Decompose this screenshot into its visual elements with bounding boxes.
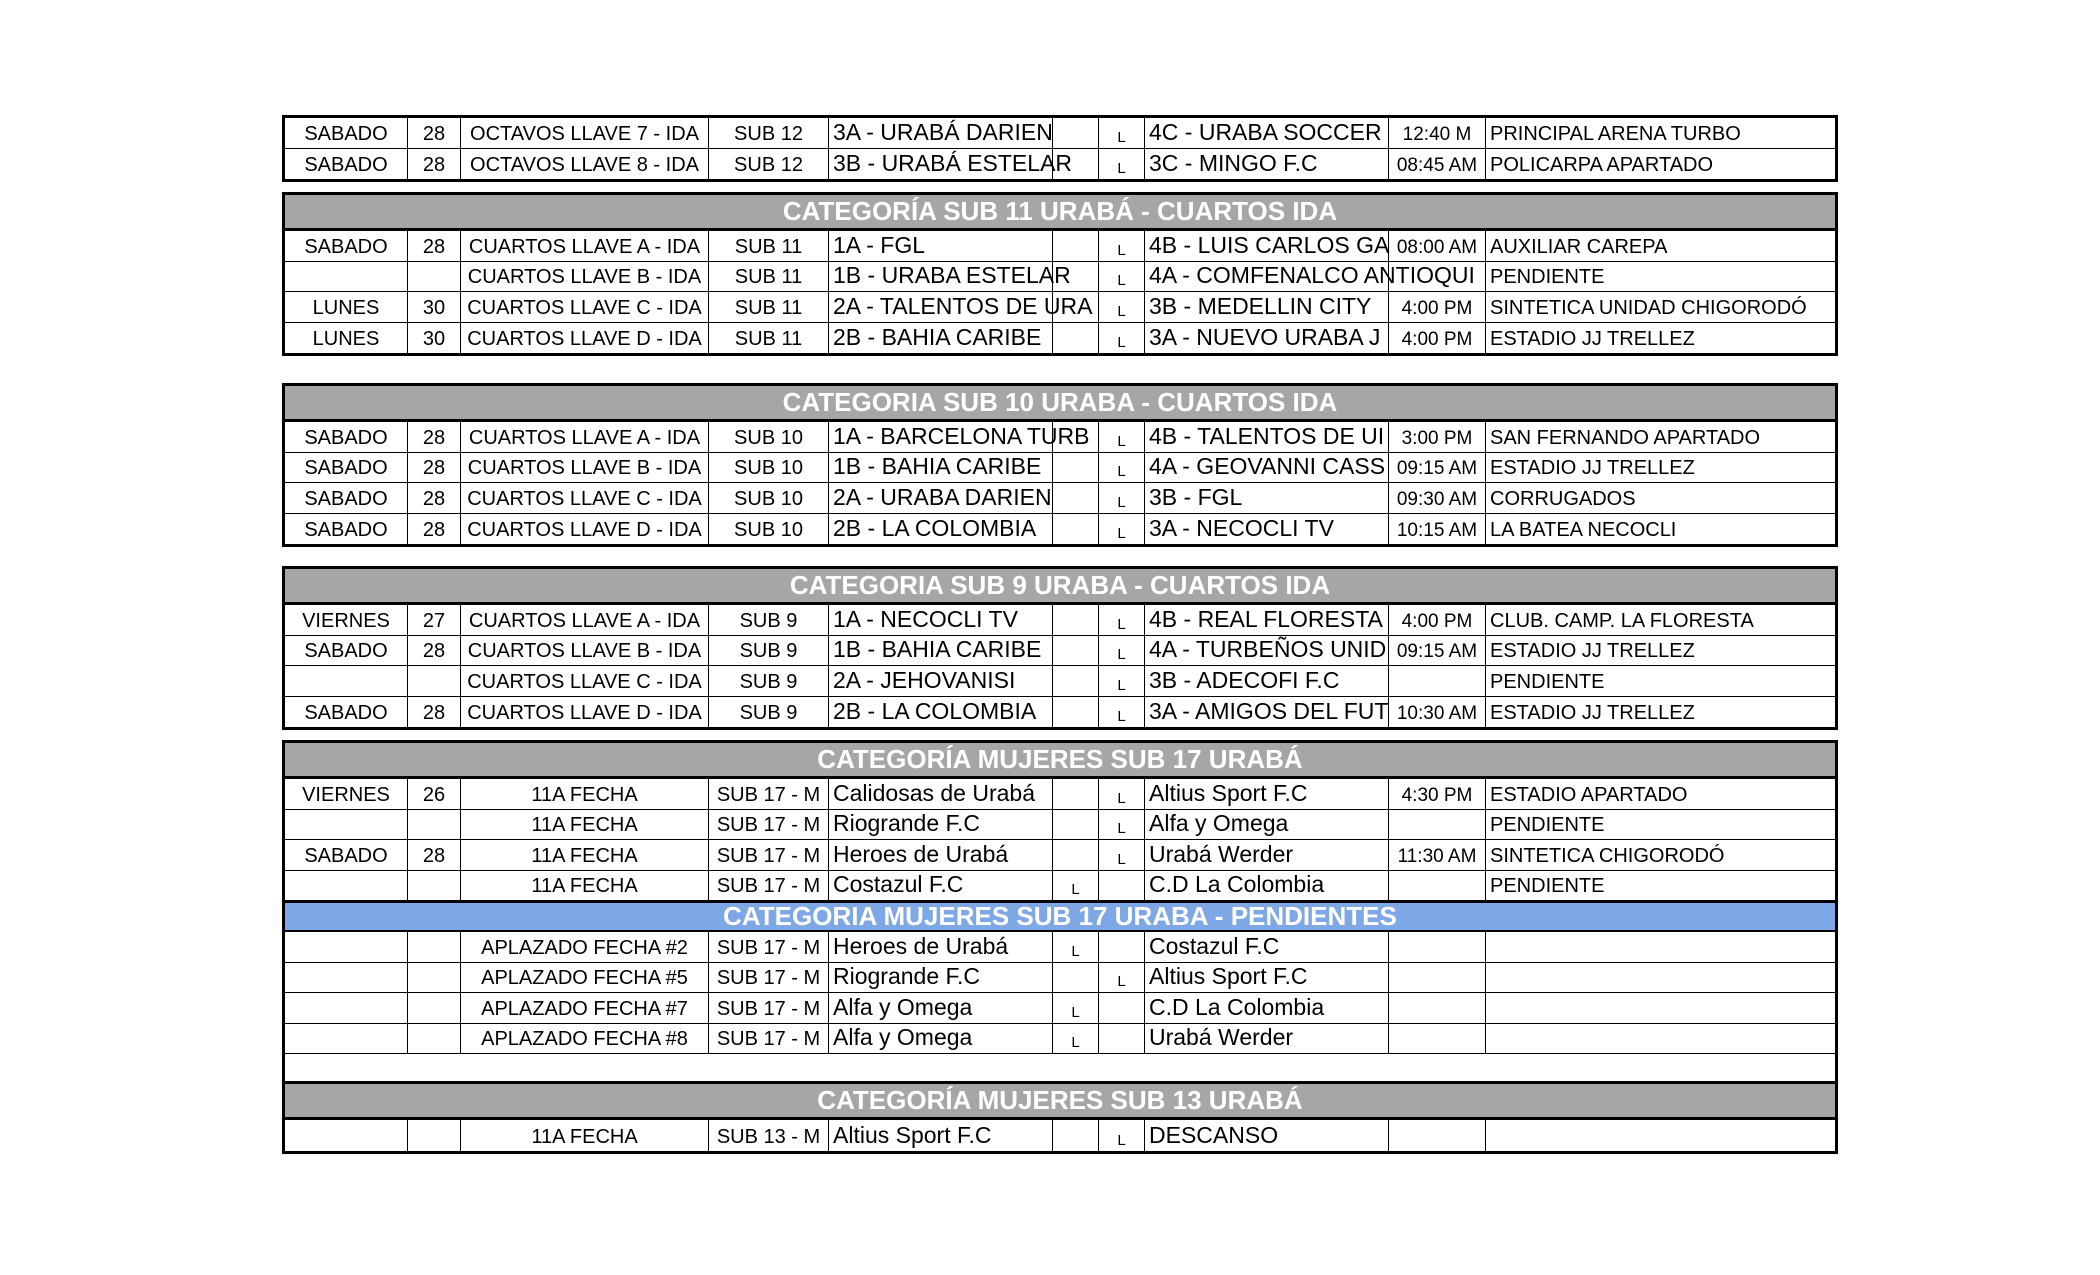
cell-cat: SUB 17 - M [709, 963, 829, 993]
cell-l-home: L [1053, 871, 1099, 901]
cell-num: 28 [408, 422, 461, 452]
cell-round: CUARTOS LLAVE C - IDA [461, 483, 709, 513]
cell-l-away: L [1099, 840, 1145, 870]
table-row [285, 697, 1835, 728]
cell-cat: SUB 17 - M [709, 871, 829, 901]
cell-time: 09:15 AM [1389, 453, 1486, 483]
cell-l-home: L [1053, 993, 1099, 1023]
cell-home: 1A - BARCELONA TURB [829, 422, 1053, 452]
cell-l-away: L [1099, 605, 1145, 635]
cell-l-away: L [1099, 1120, 1145, 1151]
cell-away: Costazul F.C [1145, 932, 1389, 962]
table-row [285, 1120, 1835, 1151]
cell-cat: SUB 9 [709, 605, 829, 635]
cell-cat: SUB 11 [709, 231, 829, 261]
cell-round: 11A FECHA [461, 871, 709, 901]
cell-time: 4:00 PM [1389, 323, 1486, 354]
cell-home: Heroes de Urabá [829, 840, 1053, 870]
cell-venue: PENDIENTE [1490, 814, 1605, 836]
cell-round: CUARTOS LLAVE C - IDA [461, 292, 709, 322]
cell-round: OCTAVOS LLAVE 7 - IDA [461, 118, 709, 148]
category-header: CATEGORIA MUJERES SUB 17 URABA - PENDIENTES [285, 901, 1835, 932]
cell-day: SABADO [285, 149, 408, 180]
cell-l-away: L [1099, 636, 1145, 666]
cell-day: SABADO [285, 840, 408, 870]
cell-venue: SINTETICA UNIDAD CHIGORODÓ [1490, 296, 1807, 319]
cell-day: SABADO [285, 422, 408, 452]
cell-home: 3A - URABÁ DARIEN [829, 118, 1053, 148]
cell-away: DESCANSO [1145, 1120, 1389, 1151]
table-row [285, 963, 1835, 994]
cell-home: 1A - NECOCLI TV [829, 605, 1053, 635]
cell-day [285, 993, 408, 1023]
cell-home: 2B - LA COLOMBIA [829, 697, 1053, 728]
cell-num [408, 666, 461, 696]
cell-venue: ESTADIO JJ TRELLEZ [1490, 640, 1695, 662]
cell-venue: ESTADIO APARTADO [1490, 783, 1688, 806]
cell-day: LUNES [285, 292, 408, 322]
schedule-block-mujeres [282, 740, 1838, 1154]
table-row [285, 871, 1835, 902]
cell-l-away: L [1099, 666, 1145, 696]
cell-day: VIERNES [285, 605, 408, 635]
category-header: CATEGORÍA MUJERES SUB 17 URABÁ [285, 743, 1835, 779]
cell-num: 28 [408, 636, 461, 666]
cell-home: 2A - JEHOVANISI [829, 666, 1053, 696]
cell-away: 3A - NECOCLI TV [1145, 514, 1389, 545]
cell-num [408, 262, 461, 292]
cell-day [285, 1024, 408, 1054]
cell-time: 09:30 AM [1389, 483, 1486, 513]
cell-cat: SUB 10 [709, 422, 829, 452]
cell-l-home [1053, 1120, 1099, 1151]
cell-day: SABADO [285, 118, 408, 148]
cell-venue: PENDIENTE [1490, 875, 1605, 897]
cell-venue [1486, 993, 1835, 1023]
cell-l-home [1053, 422, 1099, 452]
cell-day: SABADO [285, 483, 408, 513]
cell-l-home [1053, 697, 1099, 728]
cell-time: 4:00 PM [1389, 605, 1486, 635]
cell-away: Urabá Werder [1145, 1024, 1389, 1054]
cell-l-away: L [1099, 292, 1145, 322]
cell-time [1389, 810, 1486, 840]
cell-l-away: L [1099, 231, 1145, 261]
cell-home: Alfa y Omega [829, 993, 1053, 1023]
spacer-row [285, 1054, 1835, 1084]
cell-round: CUARTOS LLAVE A - IDA [461, 605, 709, 635]
cell-num: 28 [408, 453, 461, 483]
cell-l-home [1053, 292, 1099, 322]
cell-l-away: L [1099, 779, 1145, 809]
cell-num [408, 1120, 461, 1151]
cell-l-home [1053, 840, 1099, 870]
cell-round: APLAZADO FECHA #7 [461, 993, 709, 1023]
cell-home: 2A - URABA DARIEN [829, 483, 1053, 513]
table-row [285, 932, 1835, 963]
cell-num: 28 [408, 231, 461, 261]
cell-day: SABADO [285, 231, 408, 261]
cell-round: 11A FECHA [461, 810, 709, 840]
cell-time [1389, 262, 1486, 292]
cell-round: APLAZADO FECHA #8 [461, 1024, 709, 1054]
cell-round: CUARTOS LLAVE B - IDA [461, 636, 709, 666]
cell-home: Alfa y Omega [829, 1024, 1053, 1054]
cell-away: Urabá Werder [1145, 840, 1389, 870]
table-row [285, 422, 1835, 453]
cell-round: CUARTOS LLAVE D - IDA [461, 323, 709, 354]
cell-time [1389, 993, 1486, 1023]
table-row [285, 993, 1835, 1024]
cell-day [285, 666, 408, 696]
cell-time: 09:15 AM [1389, 636, 1486, 666]
cell-away: Altius Sport F.C [1145, 963, 1389, 993]
cell-time [1389, 871, 1486, 901]
cell-venue [1486, 932, 1835, 962]
cell-cat: SUB 10 [709, 514, 829, 545]
cell-cat: SUB 12 [709, 149, 829, 180]
cell-venue: ESTADIO JJ TRELLEZ [1490, 702, 1695, 724]
cell-away: Altius Sport F.C [1145, 779, 1389, 809]
cell-l-home [1053, 636, 1099, 666]
cell-round: CUARTOS LLAVE B - IDA [461, 453, 709, 483]
cell-num [408, 963, 461, 993]
cell-cat: SUB 17 - M [709, 1024, 829, 1054]
table-row [285, 840, 1835, 871]
cell-day: LUNES [285, 323, 408, 354]
cell-num [408, 1024, 461, 1054]
cell-away: 3B - FGL [1145, 483, 1389, 513]
cell-home: Heroes de Urabá [829, 932, 1053, 962]
cell-time: 4:30 PM [1389, 779, 1486, 809]
cell-venue: SINTETICA CHIGORODÓ [1490, 844, 1725, 867]
cell-home: Altius Sport F.C [829, 1120, 1053, 1151]
table-row [285, 453, 1835, 484]
schedule-block-sub10 [282, 383, 1838, 547]
cell-away: 3B - ADECOFI F.C [1145, 666, 1389, 696]
cell-num: 28 [408, 840, 461, 870]
cell-time: 10:30 AM [1389, 697, 1486, 728]
cell-num: 28 [408, 149, 461, 180]
cell-l-home [1053, 666, 1099, 696]
cell-l-away: L [1099, 514, 1145, 545]
cell-time [1389, 1120, 1486, 1151]
cell-cat: SUB 10 [709, 453, 829, 483]
cell-day [285, 1120, 408, 1151]
cell-l-away: L [1099, 422, 1145, 452]
cell-home: Riogrande F.C [829, 963, 1053, 993]
cell-round: CUARTOS LLAVE A - IDA [461, 231, 709, 261]
cell-num: 28 [408, 483, 461, 513]
cell-day: SABADO [285, 636, 408, 666]
schedule-block-sub11 [282, 192, 1838, 356]
cell-num: 28 [408, 514, 461, 545]
cell-day [285, 963, 408, 993]
cell-time: 08:00 AM [1389, 231, 1486, 261]
cell-away: C.D La Colombia [1145, 993, 1389, 1023]
cell-round: 11A FECHA [461, 1120, 709, 1151]
cell-venue: PENDIENTE [1490, 266, 1605, 288]
cell-l-away: L [1099, 697, 1145, 728]
cell-num: 27 [408, 605, 461, 635]
cell-home: 2B - LA COLOMBIA [829, 514, 1053, 545]
cell-round: CUARTOS LLAVE B - IDA [461, 262, 709, 292]
cell-home: 1B - BAHIA CARIBE [829, 453, 1053, 483]
cell-away: 3A - AMIGOS DEL FUT [1145, 697, 1389, 728]
table-row [285, 483, 1835, 514]
cell-day [285, 871, 408, 901]
cell-venue: PENDIENTE [1490, 670, 1605, 693]
cell-time [1389, 666, 1486, 696]
cell-num [408, 810, 461, 840]
cell-l-home [1053, 323, 1099, 354]
table-row [285, 149, 1835, 180]
cell-venue: SAN FERNANDO APARTADO [1490, 426, 1761, 449]
cell-l-home [1053, 231, 1099, 261]
cell-away: 4B - LUIS CARLOS GA [1145, 231, 1389, 261]
cell-time: 12:40 M [1389, 118, 1486, 148]
cell-away: 3C - MINGO F.C [1145, 149, 1389, 180]
cell-round: 11A FECHA [461, 840, 709, 870]
cell-cat: SUB 17 - M [709, 993, 829, 1023]
table-row [285, 262, 1835, 293]
table-row [285, 636, 1835, 667]
cell-venue: ESTADIO JJ TRELLEZ [1490, 328, 1695, 350]
cell-round: 11A FECHA [461, 779, 709, 809]
cell-l-away: L [1099, 323, 1145, 354]
cell-time [1389, 963, 1486, 993]
cell-venue: CORRUGADOS [1490, 487, 1636, 510]
category-header: CATEGORIA SUB 9 URABA - CUARTOS IDA [285, 569, 1835, 605]
cell-l-away: L [1099, 483, 1145, 513]
cell-time [1389, 1024, 1486, 1054]
cell-away: 4C - URABA SOCCER [1145, 118, 1389, 148]
cell-l-away: L [1099, 810, 1145, 840]
cell-cat: SUB 9 [709, 636, 829, 666]
cell-cat: SUB 11 [709, 323, 829, 354]
cell-away: 4B - REAL FLORESTA [1145, 605, 1389, 635]
cell-cat: SUB 17 - M [709, 840, 829, 870]
cell-l-home [1053, 963, 1099, 993]
cell-l-home [1053, 118, 1099, 148]
table-row [285, 514, 1835, 545]
cell-away: 4B - TALENTOS DE UI [1145, 422, 1389, 452]
cell-venue: ESTADIO JJ TRELLEZ [1490, 457, 1695, 479]
cell-away: 3B - MEDELLIN CITY [1145, 292, 1389, 322]
cell-time: 3:00 PM [1389, 422, 1486, 452]
cell-l-away [1099, 932, 1145, 962]
cell-round: APLAZADO FECHA #2 [461, 932, 709, 962]
cell-away: 4A - TURBEÑOS UNID [1145, 636, 1389, 666]
cell-away: 4A - GEOVANNI CASS [1145, 453, 1389, 483]
schedule-block-octavos [282, 115, 1838, 182]
cell-l-away: L [1099, 262, 1145, 292]
table-row [285, 666, 1835, 697]
cell-l-home [1053, 605, 1099, 635]
cell-day: SABADO [285, 697, 408, 728]
cell-num: 30 [408, 292, 461, 322]
table-row [285, 292, 1835, 323]
cell-time [1389, 932, 1486, 962]
cell-l-away: L [1099, 963, 1145, 993]
cell-home: 1A - FGL [829, 231, 1053, 261]
cell-away: Alfa y Omega [1145, 810, 1389, 840]
cell-day: SABADO [285, 453, 408, 483]
cell-venue [1486, 963, 1835, 993]
table-row [285, 779, 1835, 810]
cell-cat: SUB 11 [709, 292, 829, 322]
schedule-block-sub9 [282, 566, 1838, 730]
cell-time: 11:30 AM [1389, 840, 1486, 870]
cell-l-away: L [1099, 149, 1145, 180]
table-row [285, 1024, 1835, 1055]
cell-l-away: L [1099, 453, 1145, 483]
cell-round: CUARTOS LLAVE A - IDA [461, 422, 709, 452]
table-row [285, 118, 1835, 149]
cell-venue: AUXILIAR CAREPA [1490, 235, 1668, 258]
cell-time: 08:45 AM [1389, 149, 1486, 180]
cell-away: 3A - NUEVO URABA J [1145, 323, 1389, 354]
cell-l-home [1053, 262, 1099, 292]
cell-home: Costazul F.C [829, 871, 1053, 901]
cell-l-home [1053, 149, 1099, 180]
category-header: CATEGORÍA MUJERES SUB 13 URABÁ [285, 1084, 1835, 1120]
cell-l-away [1099, 871, 1145, 901]
cell-home: 3B - URABÁ ESTELAR [829, 149, 1053, 180]
cell-l-home [1053, 779, 1099, 809]
cell-venue: LA BATEA NECOCLI [1490, 519, 1677, 541]
cell-cat: SUB 17 - M [709, 779, 829, 809]
cell-away: 4A - COMFENALCO ANTIOQUI [1145, 262, 1389, 292]
cell-cat: SUB 11 [709, 262, 829, 292]
table-row [285, 605, 1835, 636]
cell-home: 1B - BAHIA CARIBE [829, 636, 1053, 666]
cell-round: OCTAVOS LLAVE 8 - IDA [461, 149, 709, 180]
cell-cat: SUB 12 [709, 118, 829, 148]
cell-l-home: L [1053, 932, 1099, 962]
table-row [285, 323, 1835, 354]
cell-num [408, 993, 461, 1023]
cell-home: 2A - TALENTOS DE URA [829, 292, 1053, 322]
cell-venue [1486, 1024, 1835, 1054]
cell-l-home [1053, 810, 1099, 840]
category-header: CATEGORÍA SUB 11 URABÁ - CUARTOS IDA [285, 195, 1835, 231]
category-header: CATEGORIA SUB 10 URABA - CUARTOS IDA [285, 386, 1835, 422]
cell-venue: POLICARPA APARTADO [1490, 154, 1714, 176]
cell-venue: PRINCIPAL ARENA TURBO [1490, 122, 1741, 145]
cell-num: 28 [408, 697, 461, 728]
cell-cat: SUB 10 [709, 483, 829, 513]
cell-round: CUARTOS LLAVE D - IDA [461, 514, 709, 545]
cell-venue [1486, 1120, 1835, 1151]
cell-venue: CLUB. CAMP. LA FLORESTA [1490, 609, 1754, 632]
cell-day [285, 932, 408, 962]
cell-cat: SUB 9 [709, 697, 829, 728]
cell-round: CUARTOS LLAVE D - IDA [461, 697, 709, 728]
cell-l-away [1099, 1024, 1145, 1054]
cell-home: 1B - URABA ESTELAR [829, 262, 1053, 292]
cell-num: 26 [408, 779, 461, 809]
cell-time: 10:15 AM [1389, 514, 1486, 545]
cell-l-away [1099, 993, 1145, 1023]
cell-day: VIERNES [285, 779, 408, 809]
cell-day [285, 262, 408, 292]
cell-num: 30 [408, 323, 461, 354]
cell-cat: SUB 13 - M [709, 1120, 829, 1151]
cell-day: SABADO [285, 514, 408, 545]
cell-day [285, 810, 408, 840]
cell-l-home: L [1053, 1024, 1099, 1054]
cell-l-home [1053, 453, 1099, 483]
table-row [285, 231, 1835, 262]
cell-round: CUARTOS LLAVE C - IDA [461, 666, 709, 696]
cell-home: Riogrande F.C [829, 810, 1053, 840]
cell-num [408, 932, 461, 962]
cell-home: 2B - BAHIA CARIBE [829, 323, 1053, 354]
cell-num [408, 871, 461, 901]
cell-num: 28 [408, 118, 461, 148]
cell-cat: SUB 9 [709, 666, 829, 696]
cell-l-home [1053, 514, 1099, 545]
table-row [285, 810, 1835, 841]
cell-round: APLAZADO FECHA #5 [461, 963, 709, 993]
cell-away: C.D La Colombia [1145, 871, 1389, 901]
cell-l-home [1053, 483, 1099, 513]
cell-time: 4:00 PM [1389, 292, 1486, 322]
cell-cat: SUB 17 - M [709, 932, 829, 962]
cell-cat: SUB 17 - M [709, 810, 829, 840]
cell-home: Calidosas de Urabá [829, 779, 1053, 809]
cell-l-away: L [1099, 118, 1145, 148]
